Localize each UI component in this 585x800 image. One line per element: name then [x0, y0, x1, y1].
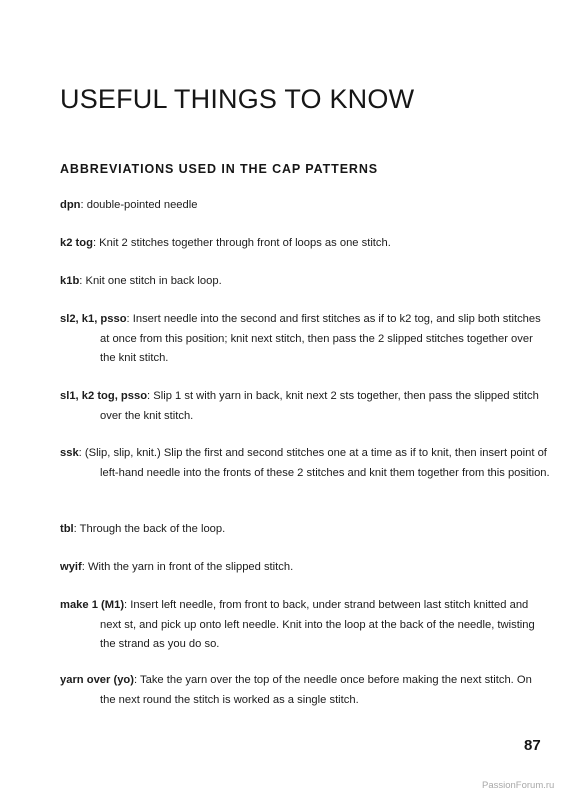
abbreviation-definition: : double-pointed needle — [80, 199, 198, 211]
abbreviation-definition: : Insert left needle, from front to back, under strand between last stitch knitted and next st, and pick up onto left needle. Knit into the loop at the back of the needle, twisting the strand as you do so. — [100, 599, 535, 650]
abbreviation-term: make 1 (M1) — [60, 599, 125, 611]
abbreviation-term: k1b — [60, 275, 80, 287]
abbreviation-term: sl1, k2 tog, psso — [60, 390, 148, 402]
abbreviation-entry-k2-tog — [60, 234, 550, 254]
abbreviation-definition: : Insert needle into the second and first stitches as if to k2 tog, and slip both stitches at once from this position; knit next stitch, then pass the 2 slipped stitches together over the knit stitch. — [100, 313, 541, 364]
abbreviation-term: sl2, k1, psso — [60, 313, 127, 325]
abbreviation-definition: : Knit one stitch in back loop. — [79, 275, 222, 287]
abbreviation-definition: : Take the yarn over the top of the needle once before making the next stitch. On the next round the stitch is worked as a single stitch. — [100, 674, 532, 706]
abbreviation-entry-k1b — [60, 272, 550, 292]
abbreviation-definition: : With the yarn in front of the slipped stitch. — [81, 561, 294, 573]
abbreviation-entry-ssk — [60, 444, 550, 483]
abbreviation-term: wyif — [60, 561, 82, 573]
abbreviation-entry-sl1-k2-tog-psso — [60, 387, 550, 426]
section-title: ABBREVIATIONS USED IN THE CAP PATTERNS — [60, 162, 379, 176]
abbreviation-entry-dpn — [60, 196, 550, 216]
abbreviation-term: tbl — [60, 523, 74, 535]
abbreviation-definition: : Through the back of the loop. — [73, 523, 226, 535]
page-number: 87 — [524, 737, 541, 754]
abbreviation-entry-make-1 — [60, 596, 550, 655]
abbreviation-entry-yarn-over — [60, 671, 550, 710]
abbreviation-term: yarn over (yo) — [60, 674, 134, 686]
abbreviation-entry-wyif — [60, 558, 550, 578]
abbreviation-entry-tbl — [60, 520, 550, 540]
abbreviation-term: ssk — [60, 447, 79, 459]
abbreviation-entry-sl2-k1-psso — [60, 310, 550, 369]
watermark: PassionForum.ru — [482, 780, 555, 791]
abbreviation-term: dpn — [60, 199, 81, 211]
abbreviation-definition: : (Slip, slip, knit.) Slip the first and second stitches one at a time as if to knit, then insert point of left-hand needle into the fronts of these 2 stitches and knit them together from this position. — [78, 447, 550, 479]
abbreviation-definition: : Knit 2 stitches together through front of loops as one stitch. — [92, 237, 391, 249]
abbreviation-definition: : Slip 1 st with yarn in back, knit next 2 sts together, then pass the slipped stitch over the knit stitch. — [100, 390, 539, 422]
abbreviation-term: k2 tog — [60, 237, 93, 249]
page-title: USEFUL THINGS TO KNOW — [60, 84, 415, 114]
